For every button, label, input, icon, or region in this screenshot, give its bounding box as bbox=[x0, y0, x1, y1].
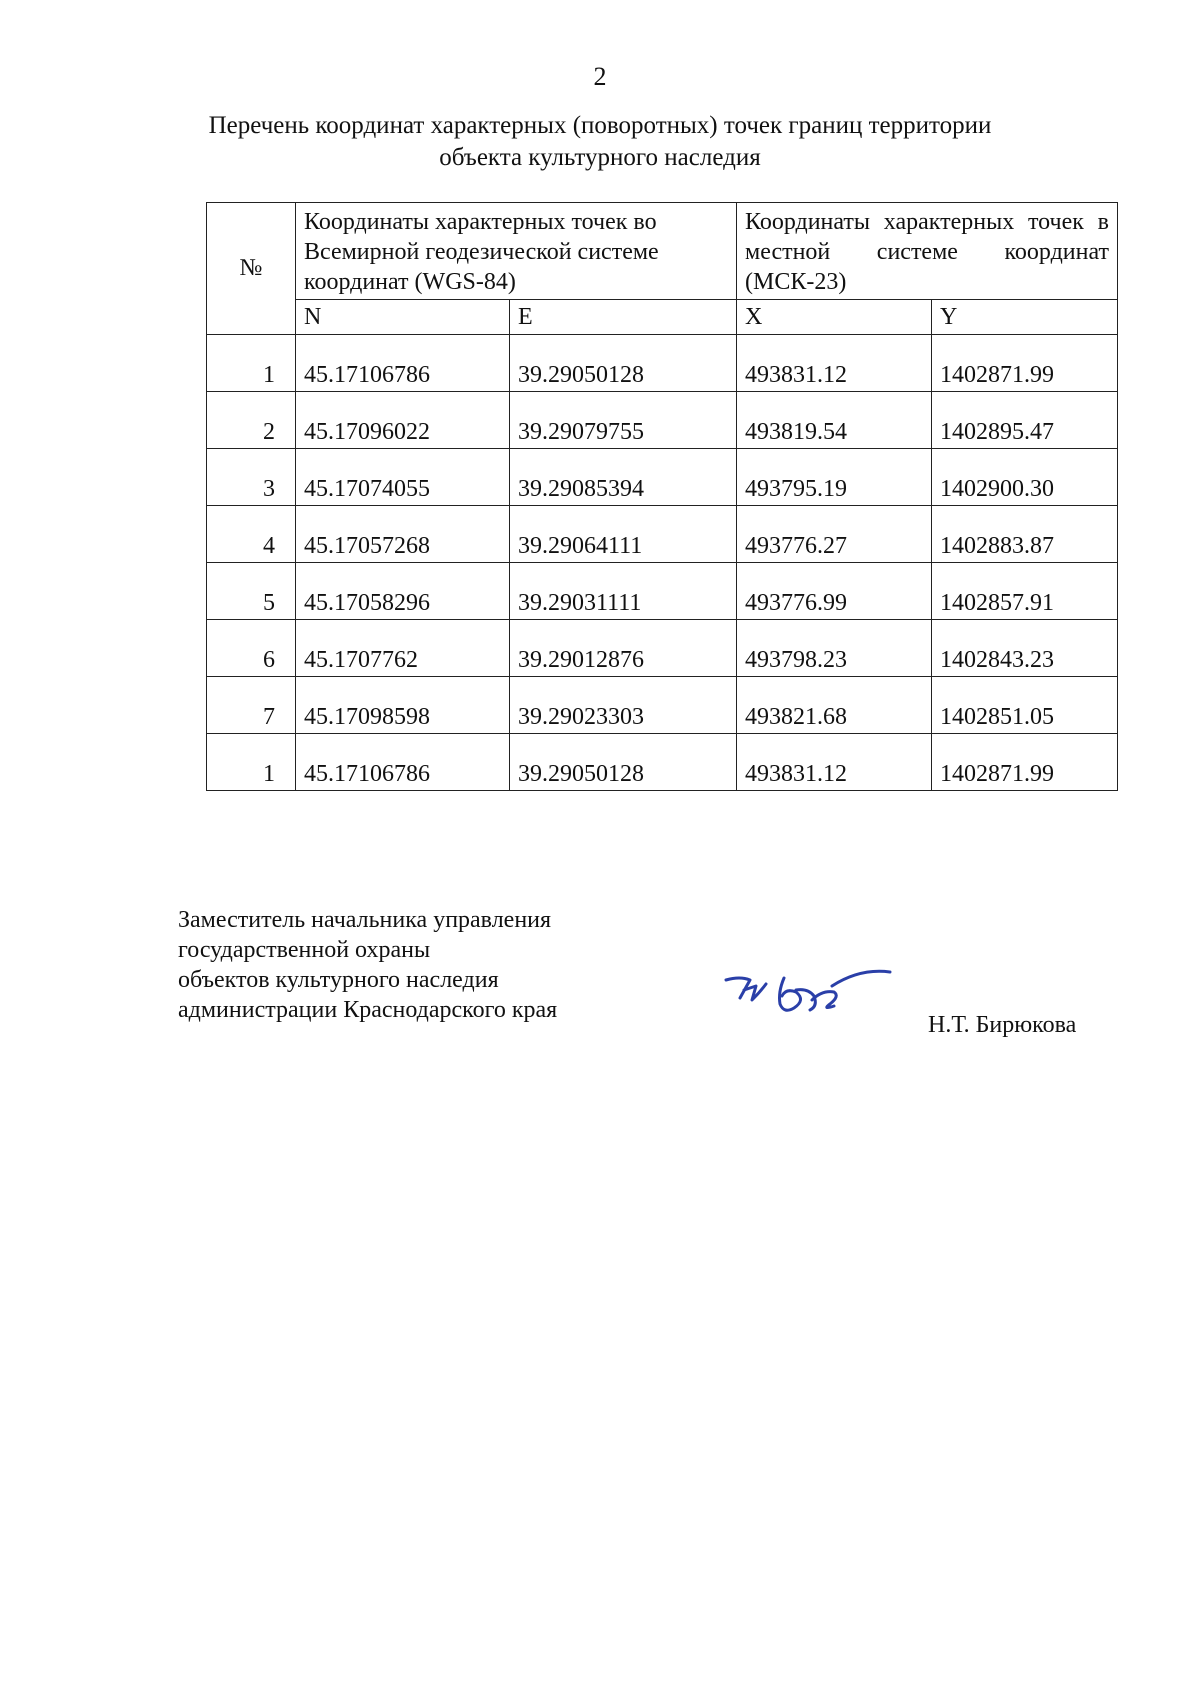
coord-x: 493776.27 bbox=[737, 506, 932, 563]
point-number: 3 bbox=[207, 449, 296, 506]
coord-n: 45.1707762 bbox=[296, 620, 510, 677]
table-row bbox=[207, 449, 1118, 506]
point-number: 2 bbox=[207, 392, 296, 449]
table-row bbox=[207, 506, 1118, 563]
coord-e: 39.29012876 bbox=[510, 620, 737, 677]
position-line-1: Заместитель начальника управления bbox=[178, 907, 552, 933]
coord-n: 45.17057268 bbox=[296, 506, 510, 563]
coord-x: 493819.54 bbox=[737, 392, 932, 449]
title-line-2: объекта культурного наследия bbox=[439, 144, 761, 171]
point-number: 5 bbox=[207, 563, 296, 620]
document-title bbox=[150, 110, 1050, 174]
point-number: 6 bbox=[207, 620, 296, 677]
coord-y: 1402895.47 bbox=[932, 392, 1118, 449]
header-number: № bbox=[207, 203, 296, 335]
coord-e: 39.29064111 bbox=[510, 506, 737, 563]
coord-y: 1402871.99 bbox=[932, 734, 1118, 791]
header-x: X bbox=[737, 300, 932, 335]
coordinates-table bbox=[206, 202, 1118, 791]
table-row bbox=[207, 335, 1118, 392]
coord-y: 1402883.87 bbox=[932, 506, 1118, 563]
coord-y: 1402871.99 bbox=[932, 335, 1118, 392]
coord-x: 493831.12 bbox=[737, 335, 932, 392]
handwritten-signature bbox=[722, 962, 892, 1042]
coord-e: 39.29050128 bbox=[510, 335, 737, 392]
coord-e: 39.29031111 bbox=[510, 563, 737, 620]
coord-y: 1402843.23 bbox=[932, 620, 1118, 677]
coord-n: 45.17106786 bbox=[296, 734, 510, 791]
point-number: 7 bbox=[207, 677, 296, 734]
coord-x: 493795.19 bbox=[737, 449, 932, 506]
coord-e: 39.29050128 bbox=[510, 734, 737, 791]
coord-n: 45.17096022 bbox=[296, 392, 510, 449]
coord-e: 39.29079755 bbox=[510, 392, 737, 449]
title-line-1: Перечень координат характерных (поворотных) точек границ территории bbox=[208, 112, 992, 139]
coord-y: 1402900.30 bbox=[932, 449, 1118, 506]
position-line-3: объектов культурного наследия bbox=[178, 967, 499, 993]
coord-n: 45.17058296 bbox=[296, 563, 510, 620]
point-number: 4 bbox=[207, 506, 296, 563]
coord-y: 1402857.91 bbox=[932, 563, 1118, 620]
page-number: 2 bbox=[593, 62, 607, 91]
header-y: Y bbox=[932, 300, 1118, 335]
coord-n: 45.17074055 bbox=[296, 449, 510, 506]
coord-e: 39.29085394 bbox=[510, 449, 737, 506]
table-row bbox=[207, 392, 1118, 449]
coord-y: 1402851.05 bbox=[932, 677, 1118, 734]
coord-x: 493831.12 bbox=[737, 734, 932, 791]
header-wgs84: Координаты характерных точек во Всемирной геодезической системе координат (WGS-84) bbox=[296, 203, 737, 300]
coord-e: 39.29023303 bbox=[510, 677, 737, 734]
coord-n: 45.17098598 bbox=[296, 677, 510, 734]
signer-name: Н.Т. Бирюкова bbox=[928, 1012, 1077, 1038]
table-row bbox=[207, 734, 1118, 791]
table-row bbox=[207, 620, 1118, 677]
table-row bbox=[207, 677, 1118, 734]
point-number: 1 bbox=[207, 335, 296, 392]
signatory-position bbox=[178, 905, 557, 1025]
header-msk23: Координаты характерных точек в местной системе координат (МСК-23) bbox=[737, 203, 1118, 300]
coord-x: 493798.23 bbox=[737, 620, 932, 677]
header-n: N bbox=[296, 300, 510, 335]
position-line-2: государственной охраны bbox=[178, 937, 431, 963]
header-e: E bbox=[510, 300, 737, 335]
coord-x: 493776.99 bbox=[737, 563, 932, 620]
position-line-4: администрации Краснодарского края bbox=[178, 997, 558, 1023]
coord-n: 45.17106786 bbox=[296, 335, 510, 392]
coord-x: 493821.68 bbox=[737, 677, 932, 734]
point-number: 1 bbox=[207, 734, 296, 791]
table-row bbox=[207, 563, 1118, 620]
